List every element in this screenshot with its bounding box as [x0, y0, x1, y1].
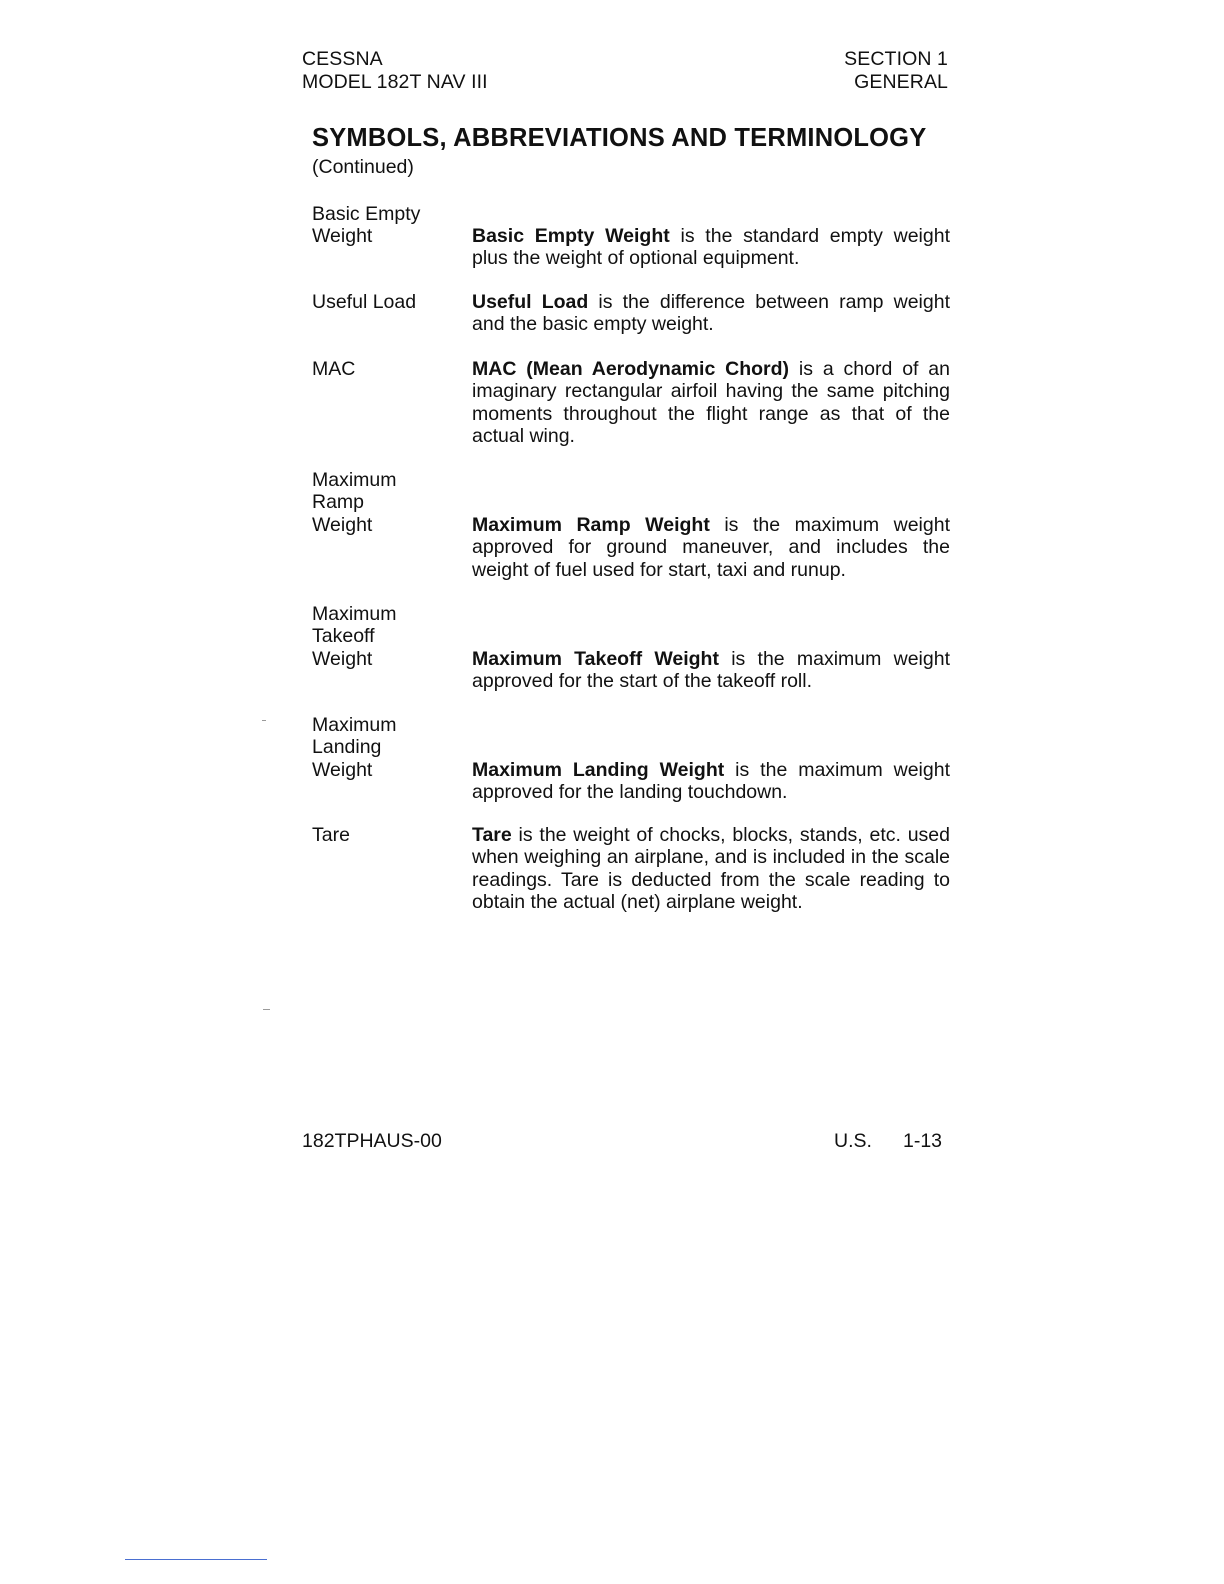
scan-speck: [263, 1009, 270, 1010]
glossary-term: [312, 291, 462, 313]
glossary-entry-useful-load: [312, 291, 950, 339]
glossary-term: [312, 358, 462, 380]
document-number: 182TPHAUS-00: [302, 1130, 442, 1152]
term-line: Maximum: [312, 714, 397, 736]
section-name: GENERAL: [854, 71, 948, 93]
page-subtitle: (Continued): [312, 156, 414, 178]
term-line: Landing: [312, 736, 382, 759]
running-header-left: [302, 48, 488, 94]
running-header-right: [844, 48, 948, 94]
definition-text: is the weight of chocks, blocks, stands, etc. used when weighing an airplane, and is included in the scale readings. Tare is deducted from the scale reading to obtain the actual (net) airplane weight.: [472, 824, 950, 913]
term-line: MAC: [312, 358, 356, 380]
glossary-term: [312, 203, 462, 248]
section-number: SECTION 1: [844, 48, 948, 70]
glossary-entry-basic-empty-weight: [312, 203, 950, 273]
glossary-definition: [472, 358, 950, 447]
glossary-entry-tare: [312, 824, 950, 939]
definition-text: is the difference between ramp weight and the basic empty weight.: [472, 291, 951, 336]
glossary-definition: [472, 648, 950, 693]
term-line: Weight: [312, 225, 373, 248]
glossary-term: [312, 824, 462, 846]
term-line: Maximum: [312, 603, 397, 625]
definition-text: is the maximum weight approved for ground maneuver, and includes the weight of fuel used for start, taxi and runup.: [472, 514, 950, 581]
definition-text: is a chord of an imaginary rectangular airfoil having the same pitching moments throughout the flight range as that of the actual wing.: [472, 358, 951, 447]
glossary-definition: [472, 824, 950, 913]
definition-term: Maximum Landing Weight: [472, 759, 725, 781]
definition-term: Maximum Takeoff Weight: [472, 648, 719, 670]
glossary-entry-maximum-landing-weight: [312, 714, 950, 806]
manufacturer-name: CESSNA: [302, 48, 383, 70]
bottom-rule: [125, 1559, 267, 1560]
glossary-term: [312, 603, 462, 670]
term-line: Basic Empty: [312, 203, 421, 225]
glossary-entry-maximum-takeoff-weight: [312, 603, 950, 695]
glossary-definition: [472, 225, 950, 270]
model-name: MODEL 182T NAV III: [302, 71, 488, 93]
term-line: Weight: [312, 758, 373, 781]
term-line: Takeoff: [312, 625, 375, 648]
glossary-term: [312, 469, 462, 536]
term-line: Weight: [312, 513, 373, 536]
glossary-definition: [472, 291, 950, 336]
page-number: 1-13: [903, 1130, 943, 1152]
page-title: SYMBOLS, ABBREVIATIONS AND TERMINOLOGY: [312, 124, 927, 152]
definition-term: Basic Empty Weight: [472, 225, 670, 247]
glossary-definition: [472, 514, 950, 581]
scan-speck: [262, 720, 266, 721]
definition-text: is the maximum weight approved for the landing touchdown.: [472, 759, 951, 804]
definition-text: is the maximum weight approved for the start of the takeoff roll.: [472, 648, 951, 693]
term-line: Maximum: [312, 469, 397, 491]
definition-term: Useful Load: [472, 291, 589, 313]
term-line: Useful Load: [312, 291, 417, 313]
definition-term: Maximum Ramp Weight: [472, 514, 710, 536]
definition-term: Tare: [472, 824, 512, 846]
term-line: Tare: [312, 824, 350, 846]
term-line: Weight: [312, 647, 373, 670]
definition-term: MAC (Mean Aerodynamic Chord): [472, 358, 790, 380]
term-line: Ramp: [312, 491, 365, 514]
definition-text: is the standard empty weight plus the weight of optional equipment.: [472, 225, 950, 270]
glossary-entry-maximum-ramp-weight: [312, 469, 950, 584]
glossary-definition: [472, 759, 950, 804]
glossary-entry-mac: [312, 358, 950, 450]
footer-region: U.S.: [834, 1130, 872, 1152]
glossary-term: [312, 714, 462, 781]
